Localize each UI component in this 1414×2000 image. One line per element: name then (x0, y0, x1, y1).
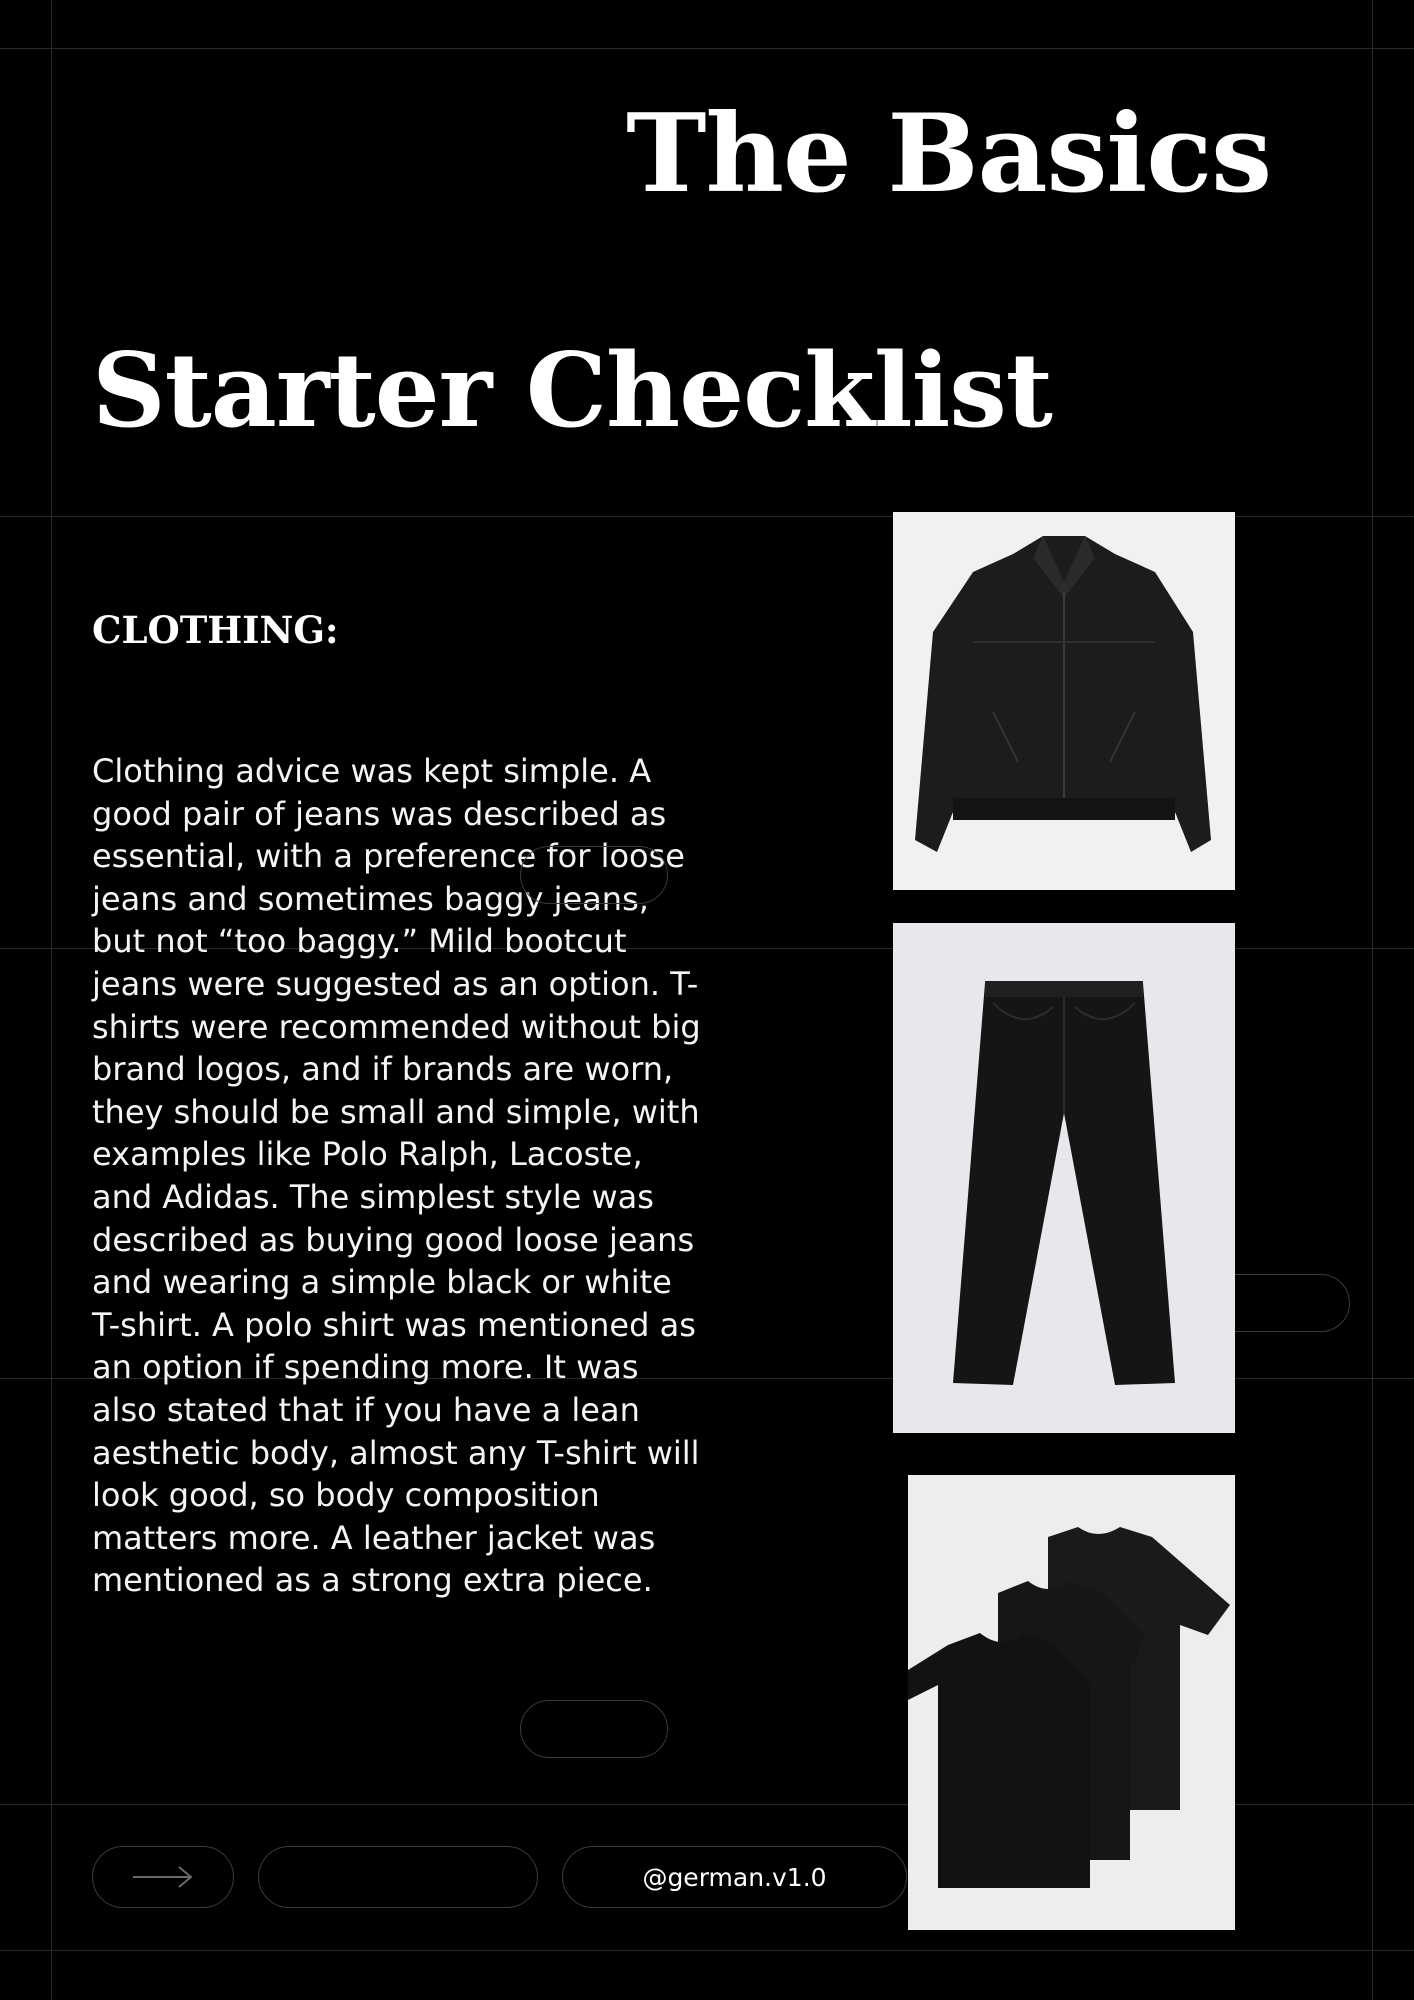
handle-text: @german.v1.0 (642, 1862, 827, 1892)
grid-line (51, 0, 52, 2000)
decorative-pill (520, 846, 668, 904)
grid-line (1372, 0, 1373, 2000)
handle-badge (562, 1846, 907, 1908)
footer-pill (258, 1846, 538, 1908)
section-body: Clothing advice was kept simple. A good pair of jeans was described as essential, with a preference for loose jeans and sometimes baggy jeans, but not “too baggy.” Mild bootcut jeans were suggested as an option. T-shirts were recommended without big brand logos, and if brands are worn, they should be small and simple, with examples like Polo Ralph, Lacoste, and Adidas. The simplest style was described as buying good loose jeans and wearing a simple black or white T-shirt. A polo shirt was mentioned as an option if spending more. It was also stated that if you have a lean aesthetic body, almost any T-shirt will look good, so body composition matters more. A leather jacket was mentioned as a strong extra piece. (92, 752, 701, 1600)
grid-line (0, 1950, 1414, 1951)
page-title-top: The Basics (626, 91, 1271, 217)
black-jeans-image (893, 923, 1235, 1433)
section-heading: CLOTHING: (92, 608, 339, 652)
grid-line (0, 48, 1414, 49)
next-button[interactable] (92, 1846, 234, 1908)
black-tshirts-image (908, 1475, 1235, 1930)
decorative-pill (520, 1700, 668, 1758)
arrow-right-icon (131, 1865, 195, 1889)
leather-jacket-image (893, 512, 1235, 890)
page-title: Starter Checklist (92, 331, 1052, 451)
